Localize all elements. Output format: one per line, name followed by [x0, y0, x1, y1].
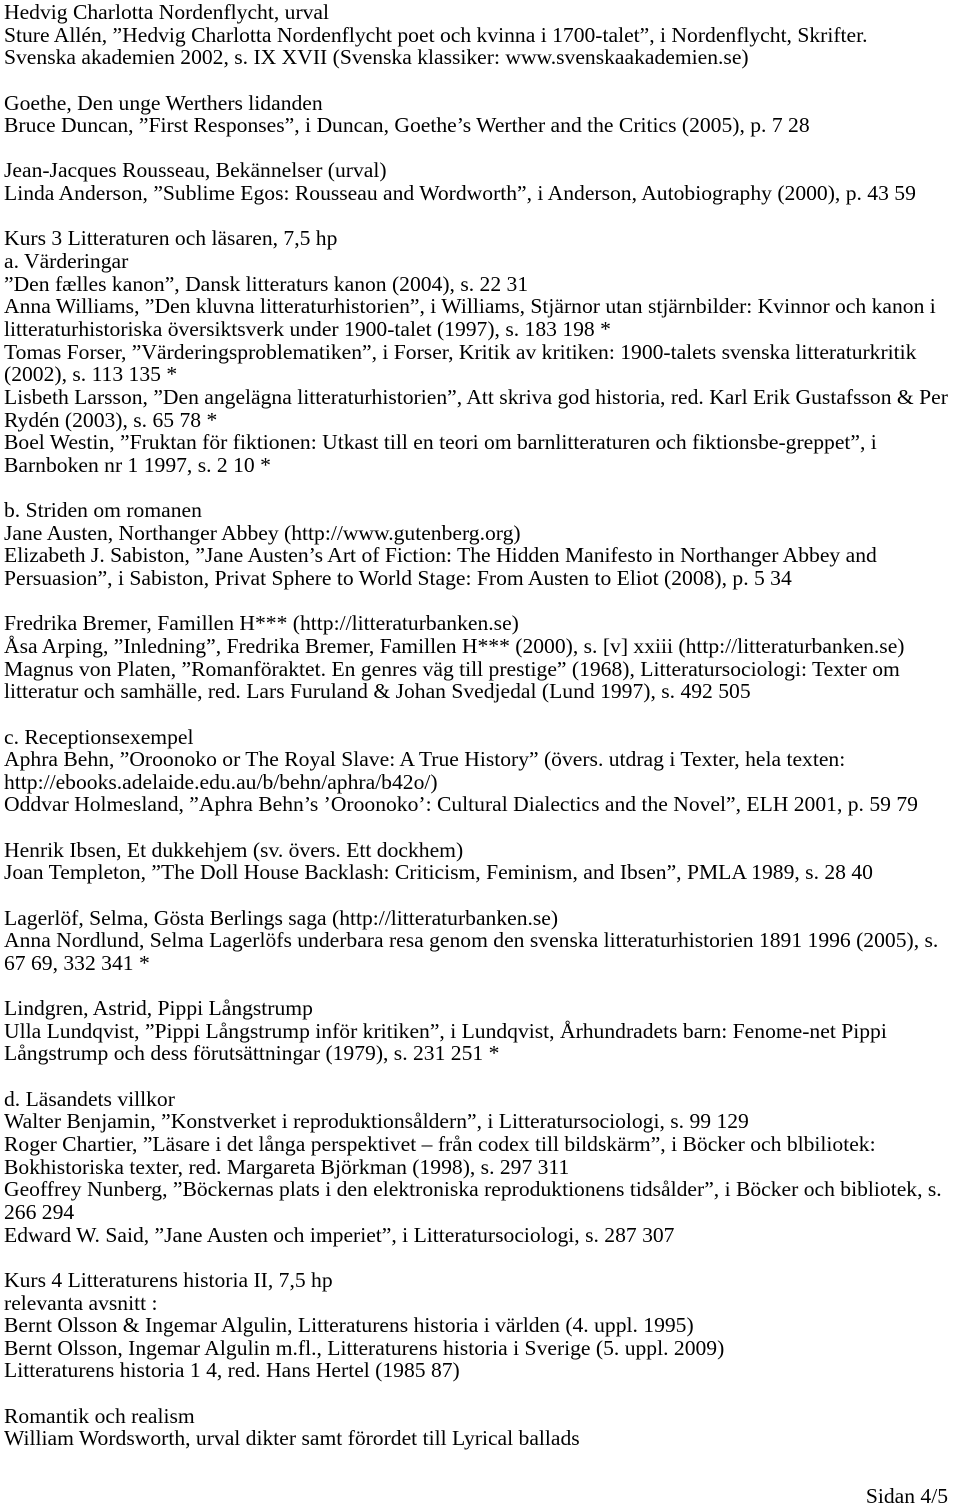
reference-continuation: Svenska akademien 2002, s. IX XVII (Svenska klassiker: www.svenskaakademien.se): [4, 45, 749, 70]
work-title-continuation: http://ebooks.adelaide.edu.au/b/behn/aphra/b42o/): [4, 769, 438, 794]
reference-line: Tomas Forser, ”Värderingsproblematiken”, i Forser, Kritik av kritiken: 1900-talets svenska litteraturkritik: [4, 339, 917, 364]
reference-line: Magnus von Platen, ”Romanföraktet. En genres väg till prestige” (1968), Litteratursociologi: Texter om: [4, 656, 900, 681]
blank-line: [4, 816, 948, 839]
reference-line: Edward W. Said, ”Jane Austen och imperiet”, i Litteratursociologi, s. 287 307: [4, 1222, 675, 1247]
blank-line: [4, 1065, 948, 1088]
reference-line: Oddvar Holmesland, ”Aphra Behn’s ’Oroonoko’: Cultural Dialectics and the Novel”, ELH 2001, p. 59 79: [4, 792, 918, 817]
course-heading: Kurs 3 Litteraturen och läsaren, 7,5 hp: [4, 226, 338, 251]
subsection-heading: b. Striden om romanen: [4, 498, 202, 523]
reference-group-goethe: [4, 92, 948, 137]
reference-line: Anna Williams, ”Den kluvna litteraturhistorien”, i Williams, Stjärnor utan stjärnbilder: Kvinnor och kanon i: [4, 294, 936, 319]
reference-continuation: Långstrump och dess förutsättningar (1979), s. 231 251 *: [4, 1041, 500, 1066]
reference-line: ”Den fælles kanon”, Dansk litteraturs kanon (2004), s. 22 31: [4, 271, 529, 296]
course-heading: Kurs 4 Litteraturens historia II, 7,5 hp: [4, 1267, 333, 1292]
reference-continuation: Barnboken nr 1 1997, s. 2 10 *: [4, 452, 271, 477]
work-title: Jean-Jacques Rousseau, Bekännelser (urval): [4, 158, 387, 183]
blank-line: [4, 703, 948, 726]
reference-line: Lisbeth Larsson, ”Den angelägna litteraturhistorien”, Att skriva god historia, red. Karl Erik Gustafsson & Per: [4, 384, 948, 409]
reference-group-austen: [4, 499, 948, 590]
reference-continuation: Bokhistoriska texter, red. Margareta Björkman (1998), s. 297 311: [4, 1154, 570, 1179]
reference-continuation: Rydén (2003), s. 65 78 *: [4, 407, 218, 432]
reference-line: Bruce Duncan, ”First Responses”, i Duncan, Goethe’s Werther and the Critics (2005), p. 7 28: [4, 113, 810, 138]
blank-line: [4, 590, 948, 613]
reference-line: Ulla Lundqvist, ”Pippi Långstrump inför kritiken”, i Lundqvist, Århundradets barn: Fenome-net Pippi: [4, 1018, 887, 1043]
work-title: Jane Austen, Northanger Abbey (http://www.gutenberg.org): [4, 520, 521, 545]
reference-line: Anna Nordlund, Selma Lagerlöfs underbara resa genom den svenska litteraturhistorien 1891 1996 (2005), s.: [4, 928, 939, 953]
work-title: Hedvig Charlotta Nordenflycht, urval: [4, 0, 330, 24]
reference-line: Litteraturens historia 1 4, red. Hans Hertel (1985 87): [4, 1358, 460, 1383]
work-title: Lindgren, Astrid, Pippi Långstrump: [4, 996, 313, 1021]
reference-group-behn: [4, 726, 948, 817]
reference-line: Joan Templeton, ”The Doll House Backlash: Criticism, Feminism, and Ibsen”, PMLA 1989, s. 28 40: [4, 860, 873, 885]
work-title: Henrik Ibsen, Et dukkehjem (sv. övers. Ett dockhem): [4, 837, 464, 862]
reference-group-rousseau: [4, 159, 948, 204]
reference-line: Bernt Olsson & Ingemar Algulin, Litteraturens historia i världen (4. uppl. 1995): [4, 1313, 694, 1338]
reference-continuation: litteratur och samhälle, red. Lars Furuland & Johan Svedjedal (Lund 1997), s. 492 505: [4, 679, 751, 704]
blank-line: [4, 1246, 948, 1269]
document-page: [4, 1, 948, 1450]
topic-heading: Romantik och realism: [4, 1403, 195, 1428]
blank-line: [4, 975, 948, 998]
note-line: relevanta avsnitt :: [4, 1290, 158, 1315]
reference-line: Sture Allén, ”Hedvig Charlotta Nordenflycht poet och kvinna i 1700-talet”, i Nordenflycht, Skrifter.: [4, 22, 868, 47]
blank-line: [4, 476, 948, 499]
course-3-section: [4, 227, 948, 476]
reference-continuation: litteraturhistoriska översiktsverk under 1900-talet (1997), s. 183 198 *: [4, 316, 611, 341]
blank-line: [4, 884, 948, 907]
reference-line: Boel Westin, ”Fruktan för fiktionen: Utkast till en teori om barnlitteraturen och fiktionsbe-greppet”, i: [4, 430, 877, 455]
blank-line: [4, 205, 948, 228]
page-number: Sidan 4/5: [865, 1484, 948, 1508]
reference-group-romanticism: [4, 1405, 948, 1450]
reference-line: Geoffrey Nunberg, ”Böckernas plats i den elektroniska reproduktionens tidsålder”, i Böcker och bibliotek, s.: [4, 1177, 942, 1202]
reference-continuation: 67 69, 332 341 *: [4, 950, 150, 975]
subsection-heading: c. Receptionsexempel: [4, 724, 194, 749]
work-title: William Wordsworth, urval dikter samt förordet till Lyrical ballads: [4, 1426, 580, 1451]
work-title: Aphra Behn, ”Oroonoko or The Royal Slave: A True History” (övers. utdrag i Texter, hela texten:: [4, 747, 846, 772]
work-title: Lagerlöf, Selma, Gösta Berlings saga (http://litteraturbanken.se): [4, 905, 559, 930]
reference-group-lagerlof: [4, 907, 948, 975]
reference-group-ibsen: [4, 839, 948, 884]
reference-group-lindgren: [4, 997, 948, 1065]
reference-line: Walter Benjamin, ”Konstverket i reproduktionsåldern”, i Litteratursociologi, s. 99 129: [4, 1109, 749, 1134]
reference-line: Elizabeth J. Sabiston, ”Jane Austen’s Art of Fiction: The Hidden Manifesto in Northanger Abbey and: [4, 543, 877, 568]
reference-group-reading-conditions: [4, 1088, 948, 1246]
course-4-section: [4, 1269, 948, 1382]
reference-group-nordenflycht: [4, 1, 948, 69]
reference-continuation: (2002), s. 113 135 *: [4, 362, 178, 387]
reference-continuation: 266 294: [4, 1199, 75, 1224]
reference-line: Linda Anderson, ”Sublime Egos: Rousseau and Wordworth”, i Anderson, Autobiography (2000), p. 43 59: [4, 181, 916, 206]
blank-line: [4, 1382, 948, 1405]
blank-line: [4, 69, 948, 92]
work-title: Fredrika Bremer, Famillen H*** (http://litteraturbanken.se): [4, 611, 519, 636]
subsection-heading: a. Värderingar: [4, 249, 129, 274]
work-title: Goethe, Den unge Werthers lidanden: [4, 90, 323, 115]
subsection-heading: d. Läsandets villkor: [4, 1086, 175, 1111]
reference-continuation: Persuasion”, i Sabiston, Privat Sphere to World Stage: From Austen to Eliot (2008), p. 5 34: [4, 566, 792, 591]
reference-line: Bernt Olsson, Ingemar Algulin m.fl., Litteraturens historia i Sverige (5. uppl. 2009): [4, 1335, 725, 1360]
reference-line: Roger Chartier, ”Läsare i det långa perspektivet – från codex till bildskärm”, i Böcker och blbiliotek:: [4, 1132, 876, 1157]
reference-line: Åsa Arping, ”Inledning”, Fredrika Bremer, Famillen H*** (2000), s. [v] xxiii (http://litteraturbanken.se): [4, 633, 905, 658]
reference-group-bremer: [4, 612, 948, 703]
blank-line: [4, 137, 948, 160]
